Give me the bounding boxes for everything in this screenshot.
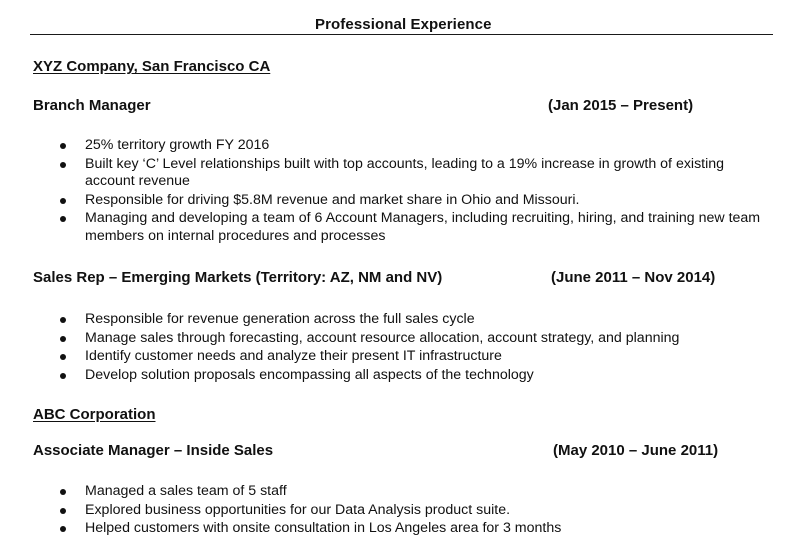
job-title: Sales Rep – Emerging Markets (Territory: AZ, NM and NV)	[33, 269, 443, 286]
bullet-icon	[60, 336, 66, 342]
job-title: Branch Manager	[33, 97, 151, 114]
bullet-item	[0, 483, 800, 501]
bullet-item	[0, 502, 800, 520]
bullet-item	[0, 192, 800, 210]
bullet-list	[0, 137, 800, 246]
bullet-text: 25% territory growth FY 2016	[85, 137, 270, 153]
bullet-text: Managing and developing a team of 6 Account Managers, including recruiting, hiring, and training new team members on internal procedures and processes	[85, 210, 761, 244]
bullet-item	[0, 137, 800, 155]
bullet-item	[0, 330, 800, 348]
bullet-text: Built key ‘C’ Level relationships built with top accounts, leading to a 19% increase in growth of existing account revenue	[85, 155, 725, 189]
bullet-icon	[60, 317, 66, 323]
bullet-icon	[60, 216, 66, 222]
job-dates: (June 2011 – Nov 2014)	[551, 269, 716, 286]
bullet-icon	[60, 198, 66, 204]
bullet-item	[0, 348, 800, 366]
bullet-list	[0, 311, 800, 385]
bullet-list	[0, 483, 800, 539]
bullet-text: Develop solution proposals encompassing all aspects of the technology	[85, 366, 534, 383]
bullet-text: Responsible for driving $5.8M revenue and market share in Ohio and Missouri.	[85, 191, 580, 208]
job-dates: (Jan 2015 – Present)	[548, 97, 694, 114]
bullet-text: Helped customers with onsite consultation in Los Angeles area for 3 months	[85, 520, 562, 536]
bullet-text: Manage sales through forecasting, account resource allocation, account strategy, and planning	[85, 329, 680, 346]
bullet-text: Responsible for revenue generation across the full sales cycle	[85, 311, 475, 327]
bullet-icon	[60, 162, 66, 168]
section-divider	[30, 34, 773, 35]
company-name: ABC Corporation	[33, 406, 156, 423]
bullet-text: Managed a sales team of 5 staff	[85, 483, 287, 499]
company-name: XYZ Company, San Francisco CA	[33, 58, 271, 75]
bullet-item	[0, 367, 800, 385]
job-dates: (May 2010 – June 2011)	[553, 442, 719, 459]
bullet-text: Explored business opportunities for our Data Analysis product suite.	[85, 501, 511, 518]
section-title: Professional Experience	[315, 16, 492, 33]
bullet-icon	[60, 143, 66, 149]
bullet-item	[0, 311, 800, 329]
bullet-icon	[60, 354, 66, 360]
bullet-icon	[60, 489, 66, 495]
job-title: Associate Manager – Inside Sales	[33, 442, 274, 459]
bullet-icon	[60, 508, 66, 514]
bullet-icon	[60, 373, 66, 379]
bullet-text: Identify customer needs and analyze their present IT infrastructure	[85, 348, 502, 364]
bullet-item	[0, 210, 800, 245]
bullet-item	[0, 520, 800, 538]
bullet-item	[0, 156, 800, 191]
bullet-icon	[60, 526, 66, 532]
